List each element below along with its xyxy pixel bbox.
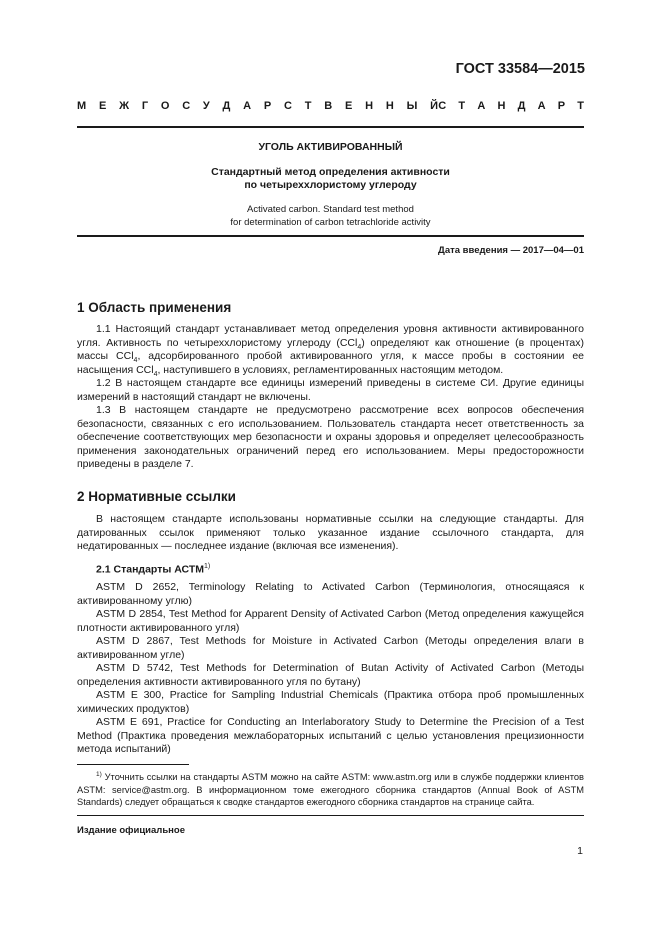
reference-item: ASTM D 2854, Test Method for Apparent Density of Activated Carbon (Метод определения кажущейся плотности активированного угля) <box>77 608 584 634</box>
standard-word <box>438 100 584 112</box>
banner-letter: М <box>77 100 87 112</box>
interstate-word <box>77 100 438 112</box>
subsection-2-1-heading: 2.1 Стандарты АСТМ$^{1)}$ <box>96 563 211 576</box>
footnote-separator <box>77 764 189 765</box>
english-title-line: for determination of carbon tetrachloride activity <box>230 216 431 228</box>
section-2-intro <box>77 513 584 554</box>
official-edition-label: Издание официальное <box>77 825 185 836</box>
banner-letter: Н <box>385 100 394 112</box>
reference-item: ASTM E 691, Practice for Conducting an Interlaboratory Study to Determine the Precision of a Test Method (Практика проведения межлабораторных испытаний с целью установления прецизионности метода испытаний) <box>77 716 584 755</box>
footnote: $^{1)}$ Уточнить ссылки на стандарты ASTM можно на сайте ASTM: www.astm.org или в службе поддержки клиентов ASTM: service@astm.org. В информационном томе ежегодного сборника стандартов (Annual Book of ASTM Standards) следует обращаться к сводке стандартов ежегодного сборника стандартов на странице сайта. <box>77 771 584 808</box>
banner-letter: Д <box>222 100 231 112</box>
astm-reference-list <box>77 581 584 757</box>
paragraph-1-3: 1.3 В настоящем стандарте не предусмотрено рассмотрение всех вопросов обеспечения безопасности, связанных с его использованием. Пользователь стандарта несет ответственность за обеспечение соответствующих мер безопасности и охраны здоровья и определяет целесообразность применения законодательных ограничений перед его использованием. Меры предосторожности приведены в разделе 7. <box>77 404 584 470</box>
interstate-standard-banner <box>77 100 584 112</box>
title-rule <box>77 235 584 237</box>
reference-item: ASTM E 300, Practice for Sampling Industrial Chemicals (Практика отбора проб промышленных химических продуктов) <box>77 689 584 715</box>
banner-letter: Т <box>458 100 466 112</box>
page-number: 1 <box>577 845 583 857</box>
banner-letter: Й <box>430 100 439 112</box>
banner-letter: Г <box>141 100 149 112</box>
banner-letter: Е <box>98 100 107 112</box>
banner-letter: У <box>202 100 210 112</box>
banner-letter: Н <box>497 100 506 112</box>
banner-letter: А <box>243 100 252 112</box>
banner-letter: В <box>324 100 333 112</box>
banner-letter: Д <box>517 100 526 112</box>
header-rule <box>77 126 584 128</box>
document-title: УГОЛЬ АКТИВИРОВАННЫЙ <box>258 141 403 153</box>
banner-letter: С <box>284 100 292 112</box>
section-1-body <box>77 323 584 472</box>
banner-letter: С <box>438 100 447 112</box>
footnote-marker: 1) <box>96 771 102 778</box>
banner-letter: Т <box>304 100 312 112</box>
subtitle-line: по четыреххлористому углероду <box>244 179 417 191</box>
reference-item: ASTM D 2652, Terminology Relating to Activated Carbon (Терминология, относящаяся к активированному углю) <box>77 581 584 607</box>
section-1-heading: 1 Область применения <box>77 300 232 315</box>
banner-letter: А <box>537 100 546 112</box>
gost-number: ГОСТ 33584—2015 <box>455 61 585 77</box>
banner-letter: Е <box>345 100 353 112</box>
reference-item: ASTM D 2867, Test Methods for Moisture in Activated Carbon (Методы определения влаги в активированном угле) <box>77 635 584 661</box>
section-2-heading: 2 Нормативные ссылки <box>77 489 236 504</box>
banner-letter: С <box>182 100 191 112</box>
banner-letter: Ы <box>406 100 418 112</box>
document-subtitle <box>77 166 584 192</box>
introduction-date: Дата введения — 2017—04—01 <box>438 245 584 256</box>
reference-item: ASTM D 5742, Test Methods for Determination of Butan Activity of Activated Carbon (Методы определения активности активированного угля по бутану) <box>77 662 584 688</box>
banner-letter: Н <box>365 100 374 112</box>
footnote-ref: 1) <box>204 563 211 570</box>
paragraph-1-1: 1.1 Настоящий стандарт устанавливает метод определения уровня активности активированного угля. Активность по четыреххлористому углероду (CCl$_4$) определяют как отношение (в процентах) массы CCl$_4$, адсорбированного пробой активированного угля, к массе пробы в состоянии ее насыщения CCl$_4$, наступившего в условиях, регламентированных настоящим методом. <box>77 323 584 378</box>
banner-letter: А <box>477 100 486 112</box>
banner-letter: О <box>160 100 170 112</box>
banner-letter: Ж <box>119 100 130 112</box>
english-title <box>77 204 584 229</box>
english-title-line: Activated carbon. Standard test method <box>247 204 414 215</box>
banner-letter: Т <box>577 100 584 112</box>
paragraph-2-intro: В настоящем стандарте использованы нормативные ссылки на следующие стандарты. Для датированных ссылок применяют только указанное издание ссылочного стандарта, для недатированных — последнее издание (включая все изменения). <box>77 513 584 552</box>
banner-letter: Р <box>557 100 566 112</box>
subtitle-line: Стандартный метод определения активности <box>211 166 450 178</box>
banner-letter: Р <box>263 100 272 112</box>
paragraph-1-2: 1.2 В настоящем стандарте все единицы измерений приведены в системе СИ. Другие единицы измерений в настоящий стандарт не включены. <box>77 377 584 403</box>
footer-rule <box>77 815 584 816</box>
